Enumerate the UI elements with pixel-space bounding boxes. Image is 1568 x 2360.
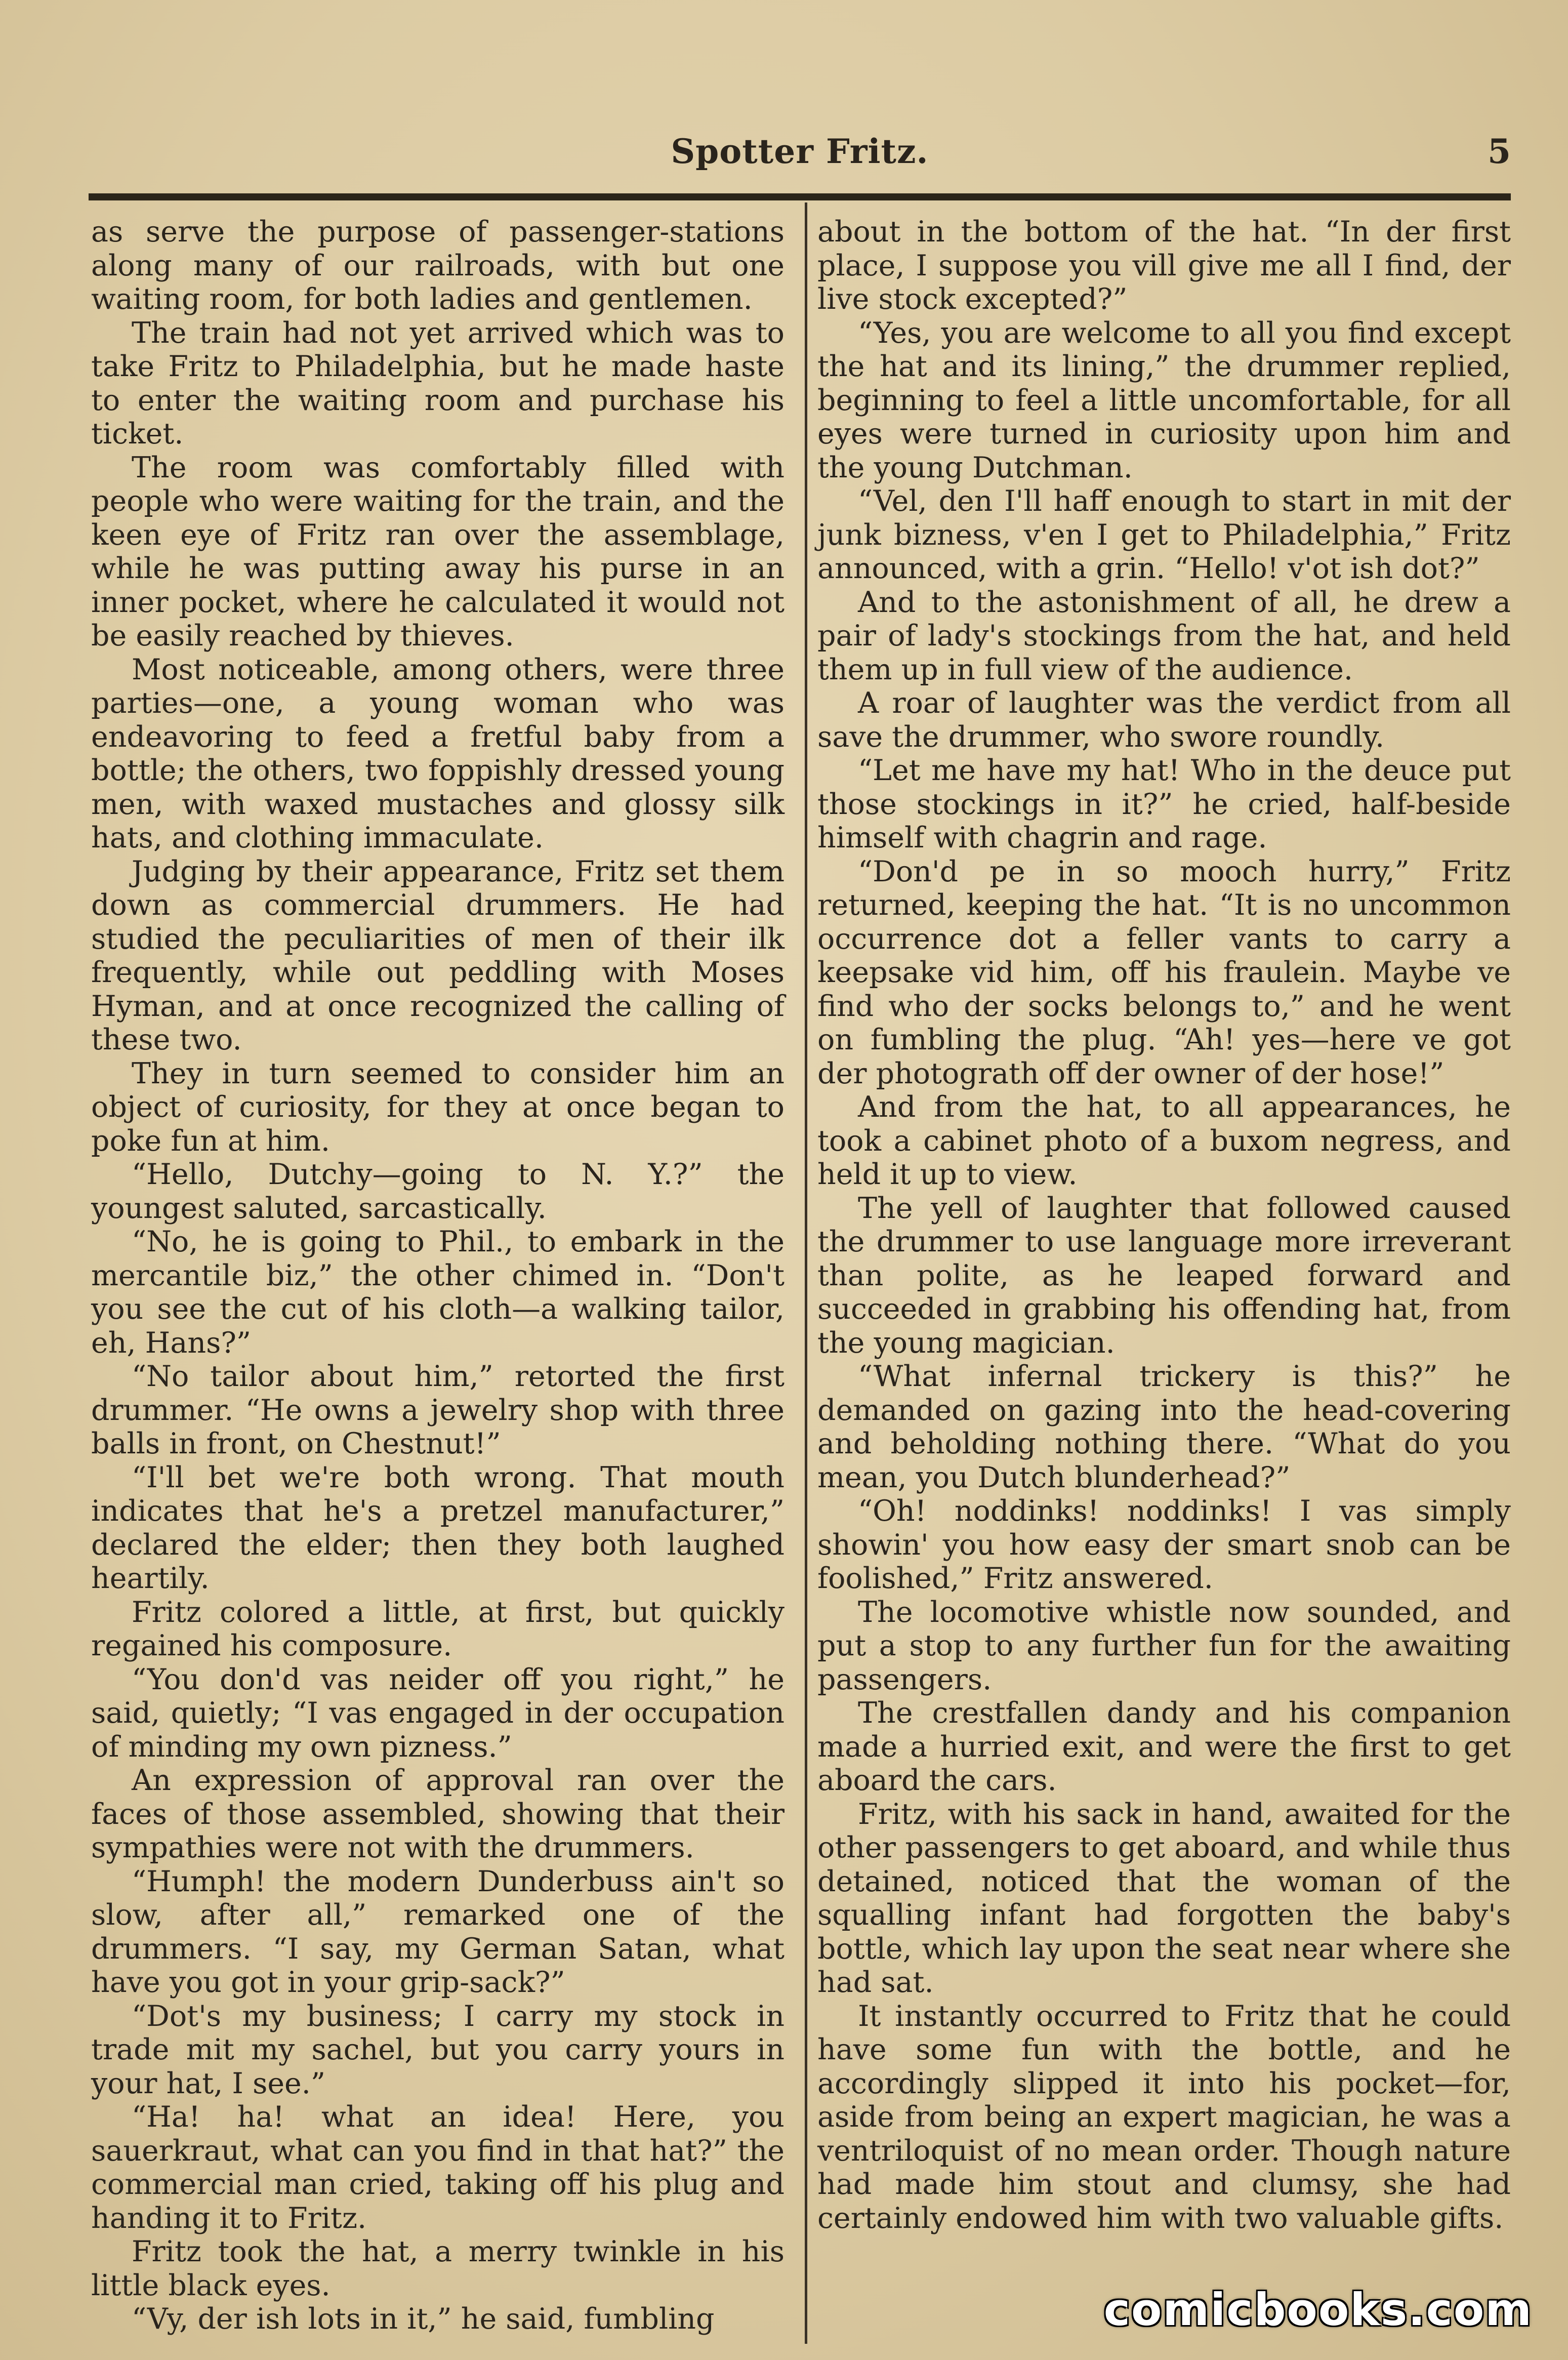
left-column — [91, 215, 785, 2336]
paragraph: “No tailor about him,” retorted the first drummer. “He owns a jewelry shop with three balls in front, on Chestnut!” — [91, 1360, 785, 1460]
paragraph: “Vy, der ish lots in it,” he said, fumbling — [132, 2302, 715, 2336]
running-title: Spotter Fritz. — [671, 132, 929, 171]
paragraph: The crestfallen dandy and his companion made a hurried exit, and were the first to get aboard the cars. — [817, 1696, 1511, 1797]
paragraph: The room was comfortably filled with people who were waiting for the train, and the keen eye of Fritz ran over the assemblage, while he was putting away his purse in an inner pocket, where he calculated it would not be easily reached by thieves. — [91, 451, 785, 653]
paragraph: as serve the purpose of passenger-stations along many of our railroads, with but one waiting room, for both ladies and gentlemen. — [91, 215, 785, 316]
paragraph: A roar of laughter was the verdict from all save the drummer, who swore roundly. — [817, 686, 1511, 754]
paragraph: “Vel, den I'll haff enough to start in mit der junk bizness, v'en I get to Philadelphia,” Fritz announced, with a grin. “Hello! v'ot ish dot?” — [817, 484, 1511, 585]
paragraph: An expression of approval ran over the faces of those assembled, showing that their sympathies were not with the drummers. — [91, 1764, 785, 1864]
paragraph: And to the astonishment of all, he drew a pair of lady's stockings from the hat, and held them up in full view of the audience. — [817, 585, 1511, 686]
paragraph: Most noticeable, among others, were three parties—one, a young woman who was endeavoring to feed a fretful baby from a bottle; the others, two foppishly dressed young men, with waxed mustaches and glossy silk hats, and clothing immaculate. — [91, 653, 785, 855]
paragraph: “I'll bet we're both wrong. That mouth indicates that he's a pretzel manufacturer,” declared the elder; then they both laughed heartily. — [91, 1460, 785, 1595]
page-number: 5 — [1488, 132, 1511, 171]
paragraph: Fritz, with his sack in hand, awaited for the other passengers to get aboard, and while thus detained, noticed that the woman of the squalling infant had forgotten the baby's bottle, which lay upon the seat near where she had sat. — [817, 1797, 1511, 1999]
paragraph: Fritz took the hat, a merry twinkle in his little black eyes. — [91, 2235, 785, 2302]
paragraph: “Ha! ha! what an idea! Here, you sauerkraut, what can you find in that hat?” the commercial man cried, taking off his plug and handing it to Fritz. — [91, 2100, 785, 2235]
paragraph: “Let me have my hat! Who in the deuce put those stockings in it?” he cried, half-beside himself with chagrin and rage. — [817, 754, 1511, 855]
paragraph: “Yes, you are welcome to all you find except the hat and its lining,” the drummer replied, beginning to feel a little uncomfortable, for all eyes were turned in curiosity upon him and the young Dutchman. — [817, 316, 1511, 484]
paragraph: “No, he is going to Phil., to embark in the mercantile biz,” the other chimed in. “Don't you see the cut of his cloth—a walking tailor, eh, Hans?” — [91, 1225, 785, 1360]
paragraph: about in the bottom of the hat. “In der first place, I suppose you vill give me all I find, der live stock excepted?” — [817, 215, 1511, 316]
paragraph: “Dot's my business; I carry my stock in trade mit my sachel, but you carry yours in your hat, I see.” — [91, 1999, 785, 2100]
paragraph: “What infernal trickery is this?” he demanded on gazing into the head-covering and beholding nothing there. “What do you mean, you Dutch blunderhead?” — [817, 1360, 1511, 1494]
right-column — [817, 215, 1511, 2235]
paragraph: The locomotive whistle now sounded, and put a stop to any further fun for the awaiting passengers. — [817, 1595, 1511, 1696]
paragraph: “Humph! the modern Dunderbuss ain't so slow, after all,” remarked one of the drummers. “I say, my German Satan, what have you got in your grip-sack?” — [91, 1864, 785, 1999]
paragraph: Judging by their appearance, Fritz set them down as commercial drummers. He had studied the peculiarities of men of their ilk frequently, while out peddling with Moses Hyman, and at once recognized the calling of these two. — [91, 855, 785, 1056]
paragraph: The yell of laughter that followed caused the drummer to use language more irreverant than polite, as he leaped forward and succeeded in grabbing his offending hat, from the young magician. — [817, 1191, 1511, 1360]
column-divider — [805, 202, 807, 2344]
paragraph: “Hello, Dutchy—going to N. Y.?” the youngest saluted, sarcastically. — [91, 1158, 785, 1225]
paragraph: And from the hat, to all appearances, he took a cabinet photo of a buxom negress, and held it up to view. — [817, 1090, 1511, 1191]
watermark-logo: comicbooks.com — [1103, 2284, 1533, 2336]
paragraph: It instantly occurred to Fritz that he could have some fun with the bottle, and he accordingly slipped it into his pocket—for, aside from being an expert magician, he was a ventriloquist of no mean order. Though nature had made him stout and clumsy, she had certainly endowed him with two valuable gifts. — [817, 1999, 1511, 2235]
paragraph: “Oh! noddinks! noddinks! I vas simply showin' you how easy der smart snob can be foolished,” Fritz answered. — [817, 1494, 1511, 1595]
page-header — [89, 121, 1511, 192]
paragraph: “Don'd pe in so mooch hurry,” Fritz returned, keeping the hat. “It is no uncommon occurrence dot a feller vants to carry a keepsake vid him, off his fraulein. Maybe ve find who der socks belongs to,” and he went on fumbling the plug. “Ah! yes—here ve got der photograth off der owner of der hose!” — [817, 855, 1511, 1090]
header-rule — [89, 193, 1511, 200]
paragraph: They in turn seemed to consider him an object of curiosity, for they at once began to poke fun at him. — [91, 1056, 785, 1158]
paragraph: “You don'd vas neider off you right,” he said, quietly; “I vas engaged in der occupation of minding my own pizness.” — [91, 1662, 785, 1764]
paragraph: Fritz colored a little, at first, but quickly regained his composure. — [91, 1595, 785, 1662]
paragraph: The train had not yet arrived which was to take Fritz to Philadelphia, but he made haste to enter the waiting room and purchase his ticket. — [91, 316, 785, 451]
